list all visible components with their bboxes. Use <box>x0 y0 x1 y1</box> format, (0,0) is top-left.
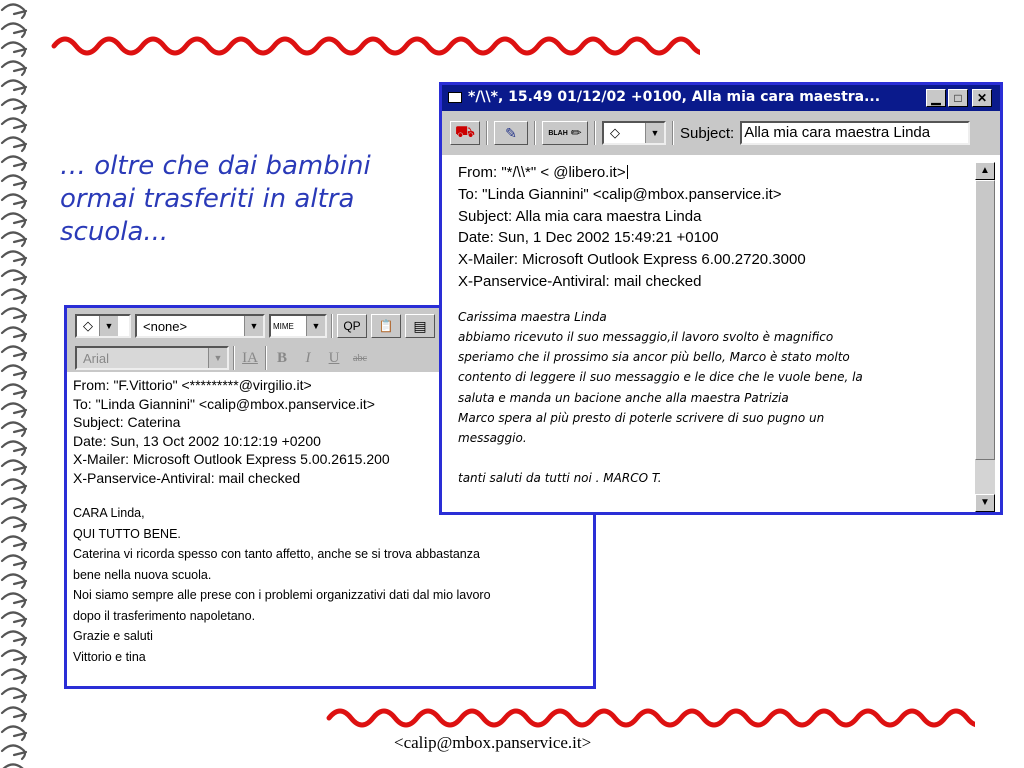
bold-button[interactable]: B <box>276 349 287 366</box>
message-line: contento di leggere il suo messaggio e le dice che le vuole bene, la <box>458 370 863 385</box>
priority-select[interactable] <box>75 314 131 338</box>
chevron-down-icon: ▼ <box>99 316 118 336</box>
top-wavy-line-decoration <box>50 24 700 68</box>
spell-check-icon: ✎ <box>505 124 517 141</box>
priority-select[interactable] <box>602 121 666 145</box>
pencil-icon: ✏ <box>570 125 582 140</box>
underline-button[interactable]: U <box>328 349 340 366</box>
toolbar-separator <box>534 121 536 145</box>
qp-button[interactable] <box>337 314 367 338</box>
message-line: CARA Linda, <box>73 506 145 520</box>
caption-line-2: ormai trasferiti in altra <box>60 184 355 214</box>
toolbar-separator <box>331 314 333 338</box>
chevron-down-icon: ▼ <box>306 316 325 336</box>
email-window-maestra-linda <box>439 82 1003 515</box>
mime-label: MIME <box>273 321 294 331</box>
slide-caption <box>60 150 400 249</box>
document-button[interactable] <box>405 314 435 338</box>
email-body[interactable] <box>458 162 968 488</box>
message-line: Vittorio e tina <box>73 649 146 664</box>
toolbar-separator <box>594 121 596 145</box>
blah-button[interactable] <box>542 121 588 145</box>
message-line: Grazie e saluti <box>73 629 153 643</box>
header-x-mailer: X-Mailer: Microsoft Outlook Express 6.00.2720.3000 <box>458 251 806 269</box>
email-toolbar <box>442 111 1000 155</box>
message-line: QUI TUTTO BENE. <box>73 526 181 541</box>
header-date: Date: Sun, 1 Dec 2002 15:49:21 +0100 <box>458 229 719 247</box>
italic-button[interactable]: I <box>305 349 311 366</box>
chevron-down-icon: ▼ <box>645 123 664 143</box>
header-from: From: "*/\\*" < @libero.it> <box>458 164 626 181</box>
header-date: Date: Sun, 13 Oct 2002 10:12:19 +0200 <box>73 432 321 449</box>
caption-line-1: … oltre che dai bambini <box>60 151 371 181</box>
header-antiviral: X-Panservice-Antiviral: mail checked <box>73 469 301 486</box>
toolbar-separator <box>486 121 488 145</box>
toolbar-separator <box>672 121 674 145</box>
mail-icon <box>448 92 462 103</box>
text-cursor <box>627 165 628 179</box>
minimize-button[interactable]: ▁ <box>926 89 946 107</box>
close-button[interactable]: ✕ <box>972 89 992 107</box>
toolbar-separator <box>233 346 235 370</box>
message-line: messaggio. <box>458 431 527 445</box>
qp-label: QP <box>343 319 361 333</box>
footer-email-address: <calip@mbox.panservice.it> <box>394 733 592 752</box>
message-line: Marco spera al più presto di poterle scrivere di suo pugno un <box>458 410 825 425</box>
vertical-scrollbar[interactable] <box>975 162 995 512</box>
message-line: speriamo che il prossimo sia ancor più bello, Marco è stato molto <box>458 350 850 365</box>
message-signature: tanti saluti da tutti noi . MARCO T. <box>458 471 662 486</box>
message-line: bene nella nuova scuola. <box>73 567 212 582</box>
chevron-down-icon: ▼ <box>208 348 227 368</box>
header-subject: Subject: Caterina <box>73 414 181 430</box>
message-line: Noi siamo sempre alle prese con i problemi organizzativi dati dal mio lavoro <box>73 588 491 602</box>
strikethrough-button[interactable]: abc <box>353 352 367 364</box>
spiral-binding-decoration <box>0 0 44 768</box>
message-line: Caterina vi ricorda spesso con tanto affetto, anche se si trova abbastanza <box>73 547 480 561</box>
clipboard-icon: 📋 <box>378 319 394 333</box>
header-to: To: "Linda Giannini" <calip@mbox.panservice.it> <box>458 185 782 203</box>
truck-button[interactable] <box>450 121 480 145</box>
attach-button[interactable] <box>371 314 401 338</box>
subject-input[interactable]: Alla mia cara maestra Linda <box>740 121 970 145</box>
message-line: saluta e manda un bacione anche alla maestra Patrizia <box>458 390 789 405</box>
toolbar-separator <box>265 346 267 370</box>
document-icon: ▤ <box>413 317 427 334</box>
subject-label: Subject: <box>680 124 735 142</box>
message-line: Carissima maestra Linda <box>458 309 607 324</box>
maximize-button[interactable]: □ <box>948 89 968 107</box>
encoding-select[interactable] <box>135 314 265 338</box>
encoding-value: <none> <box>143 318 188 334</box>
window-title: */\\*, 15.49 01/12/02 +0100, Alla mia cara maestra... <box>468 89 881 105</box>
header-x-mailer: X-Mailer: Microsoft Outlook Express 5.00.2615.200 <box>73 451 390 467</box>
window-titlebar[interactable] <box>442 85 1000 111</box>
header-from: From: "F.Vittorio" <*********@virgilio.it> <box>73 377 312 393</box>
message-line: dopo il trasferimento napoletano. <box>73 608 256 623</box>
header-subject: Subject: Alla mia cara maestra Linda <box>458 207 702 225</box>
priority-value: ◇ <box>610 125 620 140</box>
caption-line-3: scuola... <box>60 217 169 247</box>
scrollbar-thumb[interactable] <box>975 180 995 460</box>
font-select[interactable] <box>75 346 229 370</box>
blah-label: BLAH <box>548 129 568 137</box>
message-line: abbiamo ricevuto il suo messaggio,il lavoro svolto è magnifico <box>458 329 834 344</box>
font-size-button[interactable]: IA <box>242 349 258 366</box>
chevron-down-icon: ▼ <box>244 316 263 336</box>
scroll-up-icon[interactable]: ▲ <box>975 162 995 180</box>
header-antiviral: X-Panservice-Antiviral: mail checked <box>458 272 702 290</box>
font-value: Arial <box>83 350 110 366</box>
mime-select[interactable] <box>269 314 327 338</box>
priority-value: ◇ <box>83 318 93 333</box>
header-to: To: "Linda Giannini" <calip@mbox.panservice.it> <box>73 395 375 412</box>
spell-check-button[interactable] <box>494 121 528 145</box>
scroll-down-icon[interactable]: ▼ <box>975 494 995 512</box>
truck-icon: ⛟ <box>454 124 476 141</box>
